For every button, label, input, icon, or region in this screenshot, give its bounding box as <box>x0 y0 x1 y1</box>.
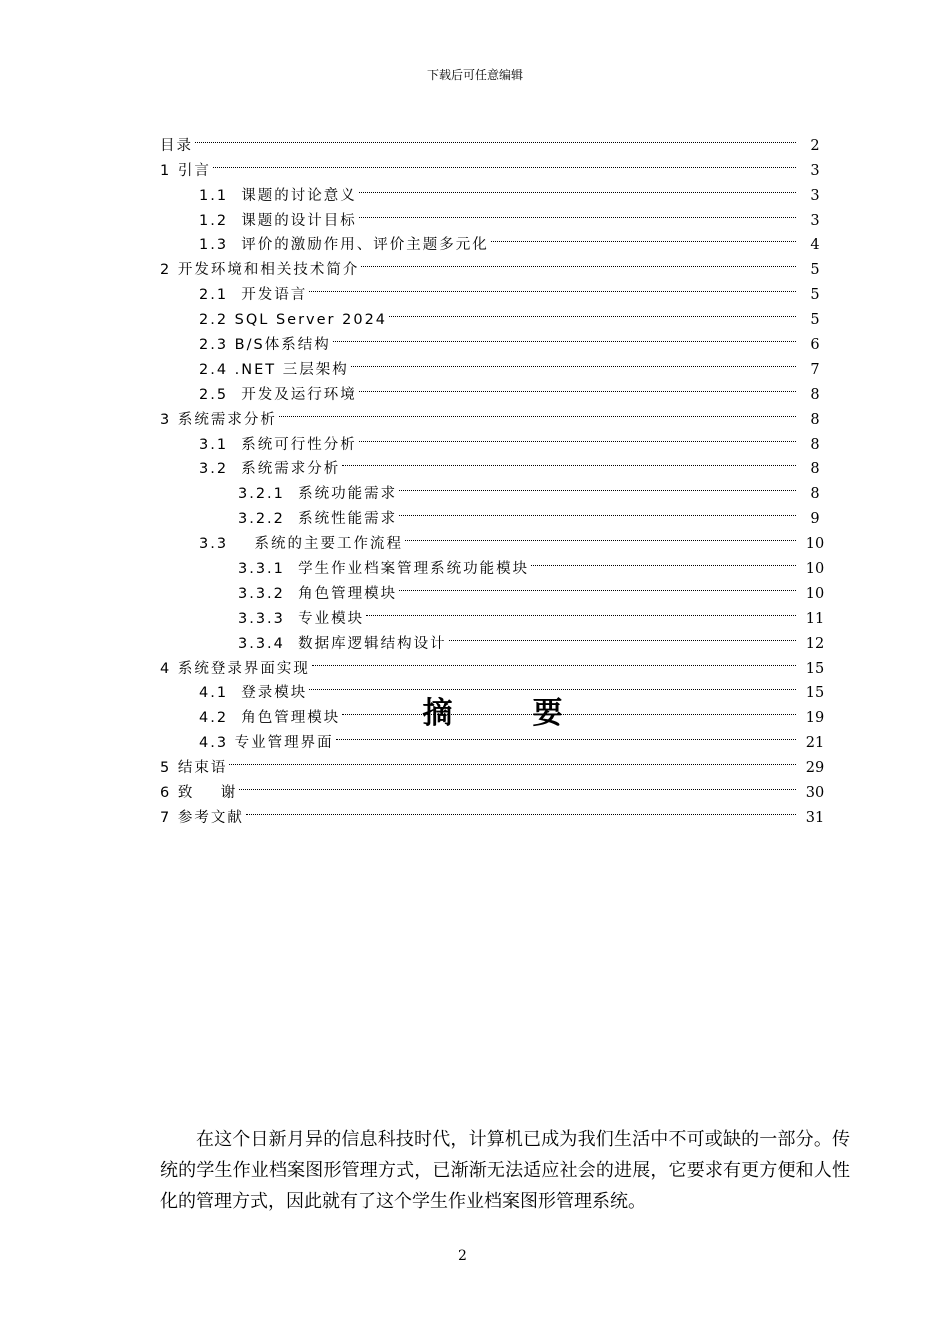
toc-entry-title: 3.3.4 数据库逻辑结构设计 <box>238 635 447 652</box>
toc-entry-page: 10 <box>805 536 825 553</box>
page-header: 下载后可任意编辑 <box>426 68 523 82</box>
toc-entry-page: 6 <box>810 337 820 354</box>
toc-dot-leader <box>449 623 796 648</box>
toc-entry-title: 1.1 课题的讨论意义 <box>199 187 357 204</box>
toc-dot-leader <box>309 274 796 299</box>
toc-entry[interactable] <box>160 797 830 826</box>
toc-dot-leader <box>359 424 796 449</box>
toc-entry-title: 7 参考文献 <box>160 809 244 826</box>
toc-entry-page: 15 <box>805 660 825 677</box>
toc-dot-leader <box>351 349 796 374</box>
toc-entry-title: 2.1 开发语言 <box>199 287 308 304</box>
toc-entry-page: 8 <box>810 411 820 428</box>
toc-dot-leader <box>229 747 796 772</box>
toc-entry-page: 8 <box>810 461 820 478</box>
toc-entry-title: 1.3 评价的激励作用、评价主题多元化 <box>199 237 489 254</box>
toc-entry-page: 30 <box>805 785 825 802</box>
toc-dot-leader <box>359 200 796 225</box>
toc-entry-title: 3.3.2 角色管理模块 <box>238 585 398 602</box>
toc-entry-page: 21 <box>805 735 825 752</box>
abstract-title <box>0 688 950 732</box>
toc-entry-page: 11 <box>805 610 825 627</box>
toc-entry-page: 5 <box>810 262 820 279</box>
toc-entry[interactable] <box>160 150 830 179</box>
toc-entry-title: 3.2.2 系统性能需求 <box>238 511 398 528</box>
toc-entry-title: 3.2 系统需求分析 <box>199 461 341 478</box>
toc-dot-leader <box>246 797 796 822</box>
toc-entry-page: 8 <box>810 386 820 403</box>
toc-entry-title: 2 开发环境和相关技术简介 <box>160 262 360 279</box>
toc-entry-page: 10 <box>805 561 825 578</box>
toc-entry-title: 2.4 .NET 三层架构 <box>199 361 349 378</box>
toc-dot-leader <box>279 399 796 424</box>
toc-entry-title: 3 系统需求分析 <box>160 411 277 428</box>
toc-entry-page: 3 <box>810 162 820 179</box>
toc-dot-leader <box>491 225 796 250</box>
toc-entry-page: 4 <box>810 237 820 254</box>
toc-dot-leader <box>399 498 796 523</box>
toc-entry-title: 1.2 课题的设计目标 <box>199 212 357 229</box>
toc-entry-page: 31 <box>805 809 825 826</box>
toc-dot-leader <box>361 249 796 274</box>
toc-entry-page: 5 <box>810 312 820 329</box>
toc-entry-page: 3 <box>810 187 820 204</box>
toc-entry-title: 6 致 谢 <box>160 785 238 802</box>
toc-entry[interactable] <box>160 747 830 777</box>
abstract-body: 在这个日新月异的信息科技时代，计算机已成为我们生活中不可或缺的一部分。传统的学生作业档案图形管理方式，已渐渐无法适应社会的进展，它要求有更方便和人性化的管理方式，因此就有了这个学生作业档案图形管理系统。 <box>160 1129 850 1212</box>
toc-entry-title: 4.2 角色管理模块 <box>199 710 341 727</box>
toc-dot-leader <box>405 523 796 548</box>
toc-entry-page: 8 <box>810 486 820 503</box>
toc-dot-leader <box>389 299 796 324</box>
toc-entry-page: 15 <box>805 685 825 702</box>
page-number: 2 <box>458 1248 467 1264</box>
toc-entry-page: 7 <box>810 361 820 378</box>
toc-entry-page: 9 <box>810 511 820 528</box>
abstract-title-part2: 要 <box>532 696 563 731</box>
toc-entry-title: 3.1 系统可行性分析 <box>199 436 357 453</box>
toc-dot-leader <box>399 573 796 598</box>
toc-entry-title: 1 引言 <box>160 162 211 179</box>
toc-entry-title: 2.2 SQL Server 2024 <box>199 312 388 329</box>
toc-entry-page: 19 <box>805 710 825 727</box>
toc-dot-leader <box>342 449 796 474</box>
toc-dot-leader <box>239 772 796 797</box>
toc-entry[interactable] <box>160 772 830 802</box>
toc-entry-title: 3.3 系统的主要工作流程 <box>199 536 403 553</box>
toc-dot-leader <box>213 150 796 175</box>
toc-dot-leader <box>366 598 796 623</box>
toc-entry-page: 8 <box>810 436 820 453</box>
toc-entry-page: 12 <box>805 635 825 652</box>
abstract-title-part1: 摘 <box>422 696 453 731</box>
toc-entry[interactable] <box>160 125 830 154</box>
toc-dot-leader <box>359 374 796 399</box>
toc-entry-title: 3.2.1 系统功能需求 <box>238 486 398 503</box>
toc-dot-leader <box>359 175 796 200</box>
toc-entry-title: 4.3 专业管理界面 <box>199 735 334 752</box>
toc-entry[interactable] <box>160 175 830 204</box>
toc-entry-title: 5 结束语 <box>160 760 228 777</box>
toc-entry-page: 2 <box>810 137 820 154</box>
toc-entry-page: 3 <box>810 212 820 229</box>
toc-entry-title: 2.3 B/S体系结构 <box>199 337 331 354</box>
toc-dot-leader <box>531 548 796 573</box>
toc-entry-page: 29 <box>805 760 825 777</box>
toc-entry-page: 5 <box>810 287 820 304</box>
toc-entry-title: 4 系统登录界面实现 <box>160 660 310 677</box>
toc-dot-leader <box>195 125 796 150</box>
toc-dot-leader <box>399 473 796 498</box>
toc-entry-page: 10 <box>805 585 825 602</box>
toc-entry-title: 目录 <box>160 137 193 154</box>
toc-dot-leader <box>312 648 796 673</box>
toc-dot-leader <box>333 324 796 349</box>
toc-entry-title: 4.1 登录模块 <box>199 685 308 702</box>
toc-entry-title: 3.3.1 学生作业档案管理系统功能模块 <box>238 561 530 578</box>
toc-entry-title: 3.3.3 专业模块 <box>238 610 365 627</box>
toc-entry-title: 2.5 开发及运行环境 <box>199 386 357 403</box>
